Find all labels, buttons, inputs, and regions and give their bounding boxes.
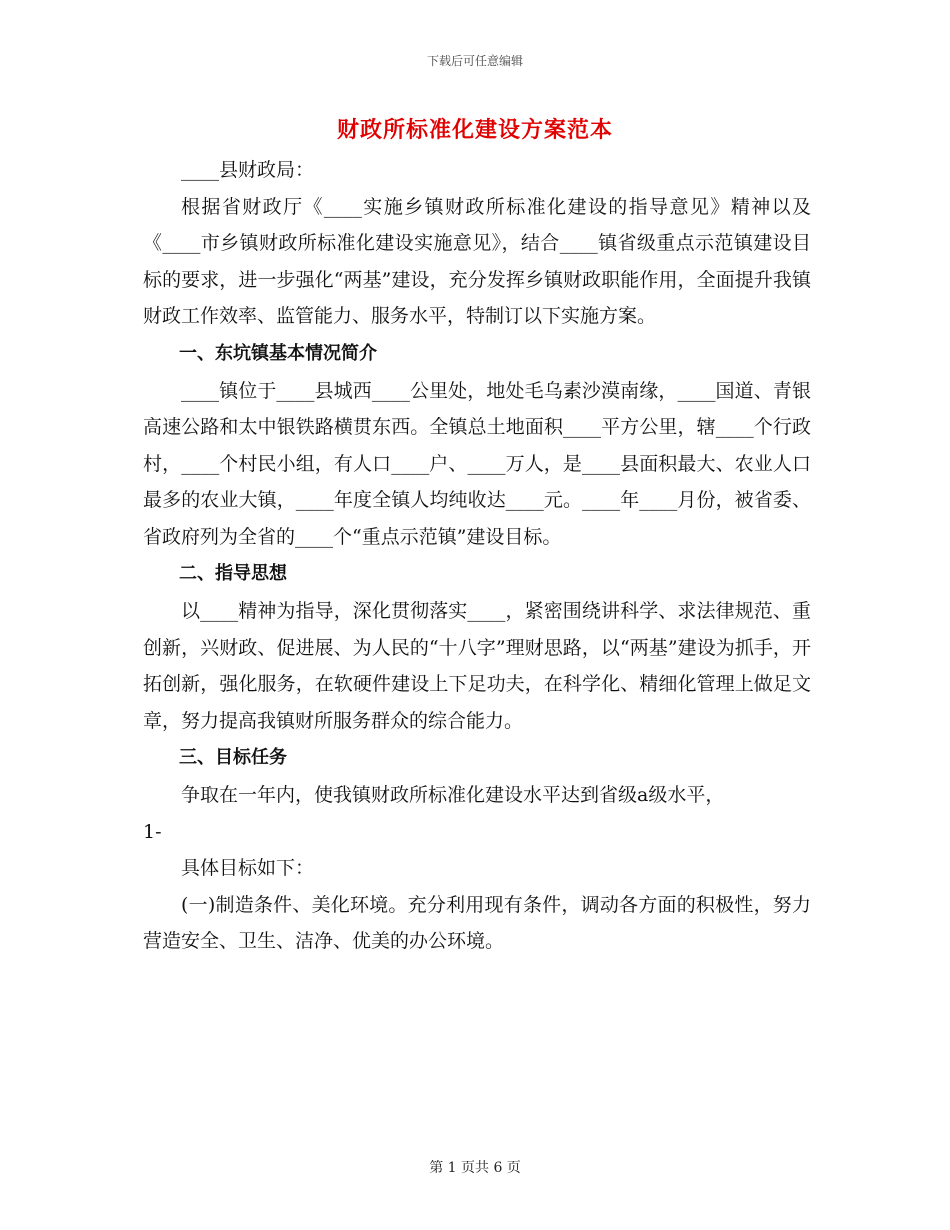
document-title: 财政所标准化建设方案范本 [336, 117, 613, 143]
section-2-paragraph: 以____精神为指导，深化贯彻落实____，紧密围绕讲科学、求法律规范、重创新，兴财政、促进展、为人民的“十八字”理财思路，以“两基”建设为抓手，开拓创新，强化服务，在软硬件建设上下足功夫，在科学化、精细化管理上做足文章，努力提高我镇财所服务群众的综合能力。 [143, 600, 811, 732]
page-mark: 1- [143, 820, 162, 843]
section-2-heading: 二、指导思想 [179, 563, 287, 584]
section-1-heading: 一、东坑镇基本情况简介 [179, 342, 377, 364]
section-3-paragraph: 争取在一年内，使我镇财政所标准化建设水平达到省级a级水平， [181, 784, 725, 806]
targets-intro: 具体目标如下： [181, 857, 315, 879]
document-body [143, 152, 811, 960]
page-footer: 第 1 页共 6 页 [429, 1160, 521, 1176]
target-item-1: (一)制造条件、美化环境。充分利用现有条件，调动各方面的积极性，努力营造安全、卫生、洁净、优美的办公环境。 [143, 893, 811, 952]
salutation: ____县财政局： [181, 159, 315, 181]
section-1-paragraph: ____镇位于____县城西____公里处，地处毛乌素沙漠南缘，____国道、青银高速公路和太中银铁路横贯东西。全镇总土地面积____平方公里，辖____个行政村，____个村民小组，有人口____户、____万人，是____县面积最大、农业人口最多的农业大镇，____年度全镇人均纯收达____元。____年____月份，被省委、省政府列为全省的____个“重点示范镇”建设目标。 [143, 379, 811, 548]
section-3-heading: 三、目标任务 [179, 747, 287, 768]
page-header: 下载后可任意编辑 [426, 54, 523, 68]
intro-paragraph: 根据省财政厅《____实施乡镇财政所标准化建设的指导意见》精神以及《____市乡镇财政所标准化建设实施意见》，结合____镇省级重点示范镇建设目标的要求，进一步强化“两基”建设，充分发挥乡镇财政职能作用，全面提升我镇财政工作效率、监管能力、服务水平，特制订以下实施方案。 [143, 195, 811, 327]
